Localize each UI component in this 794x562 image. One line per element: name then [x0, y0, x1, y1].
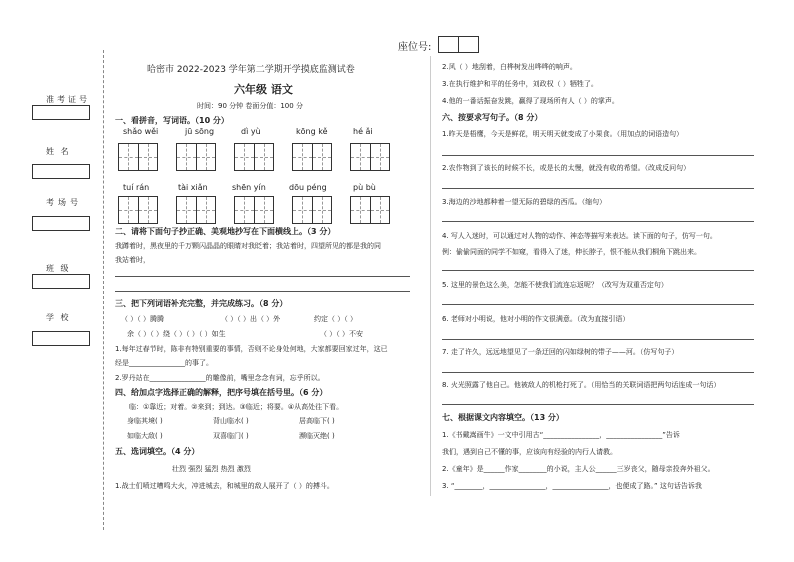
idiom-fill-3: 约定（ ）（ ）	[314, 315, 357, 323]
char-grid-3[interactable]	[234, 143, 274, 171]
answer-line[interactable]	[442, 188, 754, 189]
char-grid-9[interactable]	[292, 196, 332, 224]
section-7-q3: 3. “________，________________，________________，也便成了路。” 这句话告诉我	[442, 482, 702, 490]
section-6-q4-line-2: 例：偷偷同面的同学不如窥，看得入了迷，伸长脖子，恨不能从我们桐角下跳出来。	[442, 248, 701, 256]
answer-line[interactable]	[115, 291, 410, 292]
seat-number-label: 座位号:	[398, 42, 432, 53]
choice-item: 如临大敌( )	[127, 432, 163, 440]
answer-line[interactable]	[442, 270, 754, 271]
exam-room-label: 考场号	[46, 198, 82, 207]
section-5-heading: 五、选词填空。（4 分）	[115, 447, 200, 456]
pinyin-1: shǎo wěi	[123, 127, 159, 136]
section-6-q4-line-1: 4. 写人入迷时，可以通过对人物的动作、神态等描写来表达。读下面的句子，仿写一句。	[442, 232, 717, 240]
pinyin-3: dì yù	[241, 127, 261, 136]
idiom-fill-4: 余（ ）（ ）绕（ ）（ ）（ ）如生	[127, 330, 226, 338]
binding-dashed-line	[103, 50, 104, 530]
exam-id-label: 准考证号	[46, 95, 90, 104]
section-6-heading: 六、按要求写句子。（8 分）	[442, 113, 543, 122]
section-6-q3: 3.海边的沙地都种着一望无际的碧绿的西瓜。（缩句）	[442, 198, 607, 206]
class-field[interactable]	[32, 274, 90, 289]
pinyin-8: shēn yín	[232, 183, 266, 192]
char-grid-2[interactable]	[176, 143, 216, 171]
answer-line[interactable]	[442, 404, 754, 405]
seat-number-box-2[interactable]	[458, 36, 479, 53]
choice-item: 身临其境( )	[127, 417, 163, 425]
section-6-q1: 1.昨天是梧鹰，今天是鲜花，明天明天就变成了小果食。（用加点的词语造句）	[442, 130, 684, 138]
section-6-q5: 5. 这里的景色这么美，怎能不使我们流连忘返呢？（改写为双重否定句）	[442, 281, 668, 289]
class-label: 班 级	[46, 264, 71, 273]
pinyin-10: pù bù	[353, 183, 376, 192]
idiom-fill-5: （ ）（ ）不安	[320, 330, 363, 338]
pinyin-9: dōu péng	[289, 183, 327, 192]
section-6-q8: 8. 火光照露了他自己。他被敌人的机枪打死了。（用恰当的关联词语把两句话连成一句话）	[442, 381, 721, 389]
idiom-fill-2: （ ）（ ）出（ ）外	[221, 315, 281, 323]
copy-sentence-line-2: 我站着时，	[115, 256, 150, 264]
pinyin-2: jū sōng	[185, 127, 215, 136]
exam-id-field[interactable]	[32, 105, 90, 120]
choice-item: 居高临下( )	[299, 417, 335, 425]
section-3-q1-line-1: 1.每年过春节时，陈非有特别重要的事情，否则不论身处何地，大家都要回家过年，这已	[115, 345, 388, 353]
char-grid-8[interactable]	[234, 196, 274, 224]
section-3-heading: 三、把下列词语补充完整，并完成练习。（8 分）	[115, 299, 288, 308]
section-3-q2: 2.罗丹站在________________的雕像前，嘴里念念有词，忘乎所以。	[115, 374, 325, 382]
exam-room-field[interactable]	[32, 216, 90, 231]
pinyin-5: hé ǎi	[353, 127, 373, 136]
section-7-q1-line-1: 1.《书戴嵩画牛》一文中引用古“________________，________________”告诉	[442, 431, 680, 439]
section-6-q6: 6. 老师对小明说，他对小明的作文很满意。（改为直接引语）	[442, 315, 630, 323]
section-1-heading: 一、看拼音，写词语。（10 分）	[115, 116, 229, 125]
choice-item: 濒临灭绝( )	[299, 432, 335, 440]
seat-number-box-1[interactable]	[438, 36, 459, 53]
section-4-heading: 四、给加点字选择正确的解释，把序号填在括号里。（6 分）	[115, 388, 328, 397]
char-grid-1[interactable]	[118, 143, 158, 171]
exam-meta: 时间：90 分钟 卷面分值：100 分	[197, 102, 303, 110]
char-grid-10[interactable]	[350, 196, 390, 224]
answer-line[interactable]	[442, 304, 754, 305]
copy-sentence-line-1: 我蹲着时，黑夜里的千万颗闪晶晶的眼睛对我眨着；我站着时，四望所见的都是我的同	[115, 242, 381, 250]
section-3-q1-line-2: 经是________________的事了。	[115, 359, 213, 367]
pinyin-7: tài xiǎn	[178, 183, 208, 192]
char-grid-4[interactable]	[292, 143, 332, 171]
pinyin-6: tuí rán	[123, 183, 150, 192]
section-6-q7: 7. 走了许久，远远地望见了一条迂回的闪如绿树的带子——河。（仿写句子）	[442, 348, 679, 356]
section-7-q2: 2.《童年》是______作家________的小说，主人公______三岁丧父，随母亲投奔外祖父。	[442, 465, 715, 473]
choice-item: 背山临水( )	[213, 417, 249, 425]
section-7-heading: 七、根据课文内容填空。（13 分）	[442, 413, 564, 422]
section-7-q1-line-2: 我们，遇到自己不懂的事，应该向有经验的内行人请教。	[442, 448, 617, 456]
column-divider	[430, 56, 431, 496]
exam-subject: 六年级 语文	[234, 83, 293, 96]
section-5-q4: 4.他的一番话振奋发跳，赢得了现场所有人（ ）的掌声。	[442, 97, 619, 105]
pinyin-4: kōng kě	[296, 127, 328, 136]
section-5-q3: 3.在执行维护和平的任务中，刘政权（ ）牺牲了。	[442, 80, 598, 88]
exam-title: 哈密市 2022-2023 学年第二学期开学摸底监测试卷	[147, 65, 355, 75]
answer-line[interactable]	[442, 155, 754, 156]
answer-line[interactable]	[442, 372, 754, 373]
char-grid-6[interactable]	[118, 196, 158, 224]
char-grid-5[interactable]	[350, 143, 390, 171]
section-5-q2: 2.风（ ）地刮着，白桦树发出哗哗的响声。	[442, 63, 577, 71]
word-bank: 壮烈 强烈 猛烈 热烈 激烈	[172, 465, 251, 473]
name-label: 姓 名	[46, 147, 71, 156]
section-2-heading: 二、请将下面句子抄正确、美观地抄写在下面横线上。（3 分）	[115, 227, 336, 236]
name-field[interactable]	[32, 164, 90, 179]
section-6-q2: 2.农作物到了该长的时候不长，或是长的太慢，就没有收的希望。（改成反问句）	[442, 164, 691, 172]
answer-line[interactable]	[442, 339, 754, 340]
idiom-fill-1: （ ）（ ）腾腾	[121, 315, 164, 323]
char-grid-7[interactable]	[176, 196, 216, 224]
answer-line[interactable]	[115, 276, 410, 277]
choice-item: 双喜临门( )	[213, 432, 249, 440]
answer-line[interactable]	[442, 221, 754, 222]
school-field[interactable]	[32, 331, 90, 346]
school-label: 学 校	[46, 313, 71, 322]
section-5-q1: 1.战士们喷过嘈鸣大火，冲进城去，和城里的敌人展开了（ ）的搏斗。	[115, 482, 334, 490]
definition-list: 临：①靠近；对着。②来到；到达。③临近；将要。④从高处往下看。	[129, 403, 344, 411]
